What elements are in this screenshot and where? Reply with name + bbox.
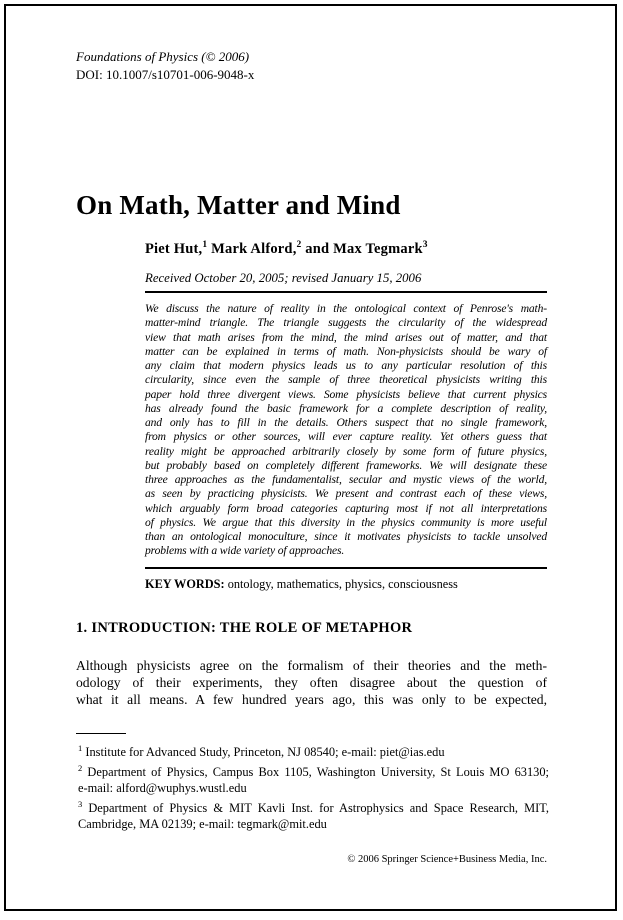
text-line: any claim that modern physics leads us to any particular resolution of this [145,359,547,372]
text-line: odology of their experiments, they often disagree about the question of [76,675,547,690]
keywords-text: ontology, mathematics, physics, consciousness [227,577,458,591]
text-line: than an ontological monoculture, since it motivates physicists to tackle unsolved [145,530,547,543]
author-name: and Max Tegmark [301,240,423,257]
journal-header [76,48,254,84]
paper-title: On Math, Matter and Mind [76,190,401,220]
copyright-line: © 2006 Springer Science+Business Media, Inc. [347,854,547,865]
footnote-line: $^3$ Department of Physics & MIT Kavli Inst. for Astrophysics and Space Research, MIT, [78,799,549,816]
author-affiliation-superscript: 1 [202,240,208,250]
footnote-separator-rule [76,733,126,734]
keywords-label: KEY WORDS: [145,577,225,591]
author-name: Piet Hut, [145,240,203,257]
footnote-line: Cambridge, MA 02139; e-mail: tegmark@mit.edu [78,817,327,832]
footnote-line: $^2$ Department of Physics, Campus Box 1105, Washington University, St Louis MO 63130; [78,763,549,780]
author-name: Mark Alford, [207,240,297,257]
text-line: what it all means. A few hundred years ago, this was only to be expected, [76,692,547,707]
text-line: matter-mind triangle. The triangle suggests the circularity of the widespread [145,316,547,330]
authors-line [145,240,428,258]
footnote-line: $^1$ Institute for Advanced Study, Princeton, NJ 08540; e-mail: piet@ias.edu [78,743,445,760]
keywords-line [145,577,458,592]
text-line: problems with a wide variety of approaches. [145,544,345,558]
abstract-top-rule [145,291,547,293]
text-line: view that math arises from the mind, the mind arises out of matter, and that [145,330,547,344]
text-line: as seen by practicing physicists. We present and contrast each of these views, [145,487,547,501]
text-line: Although physicists agree on the formalism of their theories and the meth- [76,658,547,673]
author-affiliation-superscript: 3 [422,240,428,250]
text-line: and only has to fill in the details. Others suspect that no single framework, [145,416,547,429]
text-line: matter can be explained in terms of math. Non-physicists should be wary of [145,344,547,358]
journal-name: Foundations of Physics (© 2006) [76,49,250,64]
text-line: of physics. We argue that this diversity in the physics community is more useful [145,515,547,529]
section-heading: 1. INTRODUCTION: THE ROLE OF METAPHOR [76,620,413,636]
footnote [78,760,549,796]
text-line: paper hold three divergent views. Some physicists believe that current physics [145,387,547,401]
text-line: has already found the basic framework for a complete description of reality, [145,401,547,415]
footnote [78,796,549,832]
footnotes [78,740,549,832]
footnote [78,740,549,760]
text-line: reality might be approached arbitrarily closely by some form of future physics, [145,444,547,458]
footnote-marker: 1 [78,743,83,753]
received-line: Received October 20, 2005; revised January 15, 2006 [145,271,422,285]
text-line: circularity, since even the sample of three theoretical physicists writing this [145,373,547,387]
body-paragraph [76,657,547,708]
text-line: but probably based on completely different frameworks. We will designate these [145,458,547,472]
abstract [145,302,547,559]
footnote-line: e-mail: alford@wuphys.wustl.edu [78,781,247,796]
abstract-bottom-rule [145,567,547,569]
footnote-marker: 2 [78,763,83,774]
text-line: which arguably form broad categories capturing most if not all interpretations [145,501,547,515]
doi-line: DOI: 10.1007/s10701-006-9048-x [76,67,255,82]
text-line: from physics or other sources, will ever capture reality. Yet others guess that [145,430,547,444]
text-line: three approaches as the fundamentalist, secular and mystic views of the world, [145,473,547,486]
text-line: We discuss the nature of reality in the ontological context of Penrose's math- [145,302,547,315]
footnote-marker: 3 [78,799,83,810]
author-affiliation-superscript: 2 [296,240,302,250]
